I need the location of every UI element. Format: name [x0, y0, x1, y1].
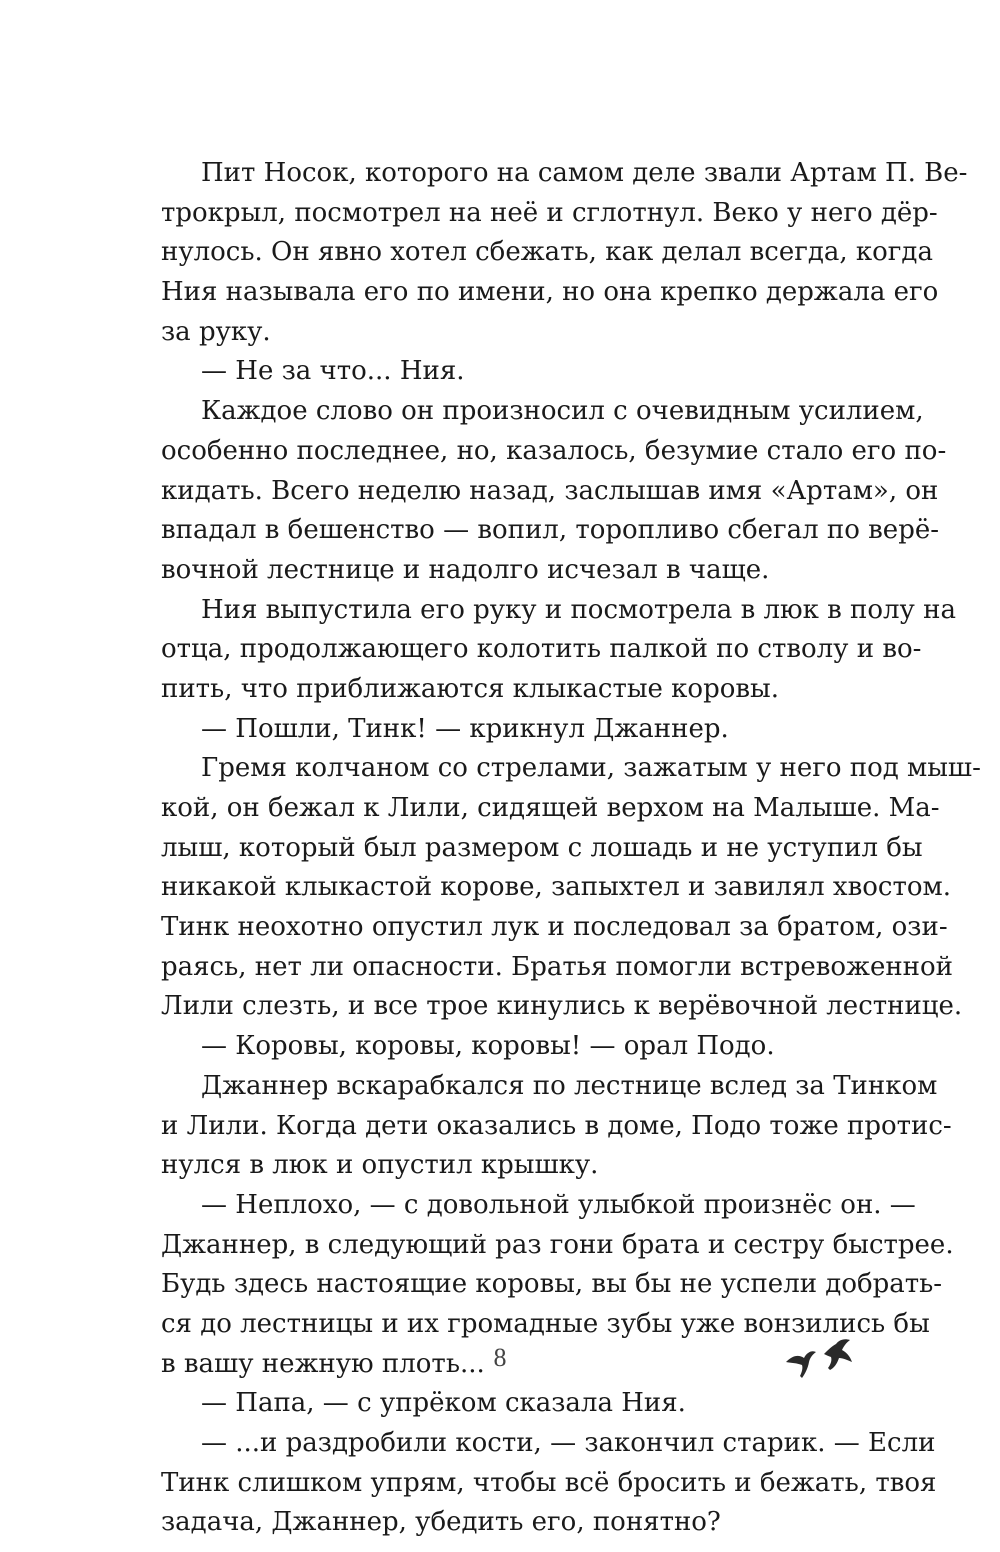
- text-line: — Неплохо, — с довольной улыбкой произнёс он. —: [201, 1189, 916, 1220]
- text-line: — Папа, — с упрёком сказала Ния.: [201, 1388, 686, 1419]
- text-line: Тинк неохотно опустил лук и последовал за братом, ози-: [161, 912, 948, 943]
- text-line: кидать. Всего неделю назад, заслышав имя «Артам», он: [161, 475, 939, 506]
- text-line: нулся в люк и опустил крышку.: [161, 1150, 599, 1181]
- text-line: — Коровы, коровы, коровы! — орал Подо.: [201, 1031, 775, 1062]
- text-line: в вашу нежную плоть...: [161, 1348, 485, 1379]
- text-line: впадал в бешенство — вопил, торопливо сбегал по верё-: [161, 515, 940, 546]
- text-line: Лили слезть, и все трое кинулись к верёвочной лестнице.: [161, 991, 963, 1022]
- text-line: ся до лестницы и их громадные зубы уже вонзились бы: [161, 1308, 930, 1339]
- bird-left-icon: [786, 1351, 816, 1378]
- text-line: вочной лестнице и надолго исчезал в чаще.: [161, 554, 770, 585]
- page-number: 8: [493, 1343, 507, 1372]
- text-line: особенно последнее, но, казалось, безумие стало его по-: [161, 435, 947, 466]
- text-line: — Пошли, Тинк! — крикнул Джаннер.: [201, 713, 729, 744]
- text-line: нулось. Он явно хотел сбежать, как делал всегда, когда: [161, 237, 933, 268]
- text-line: Гремя колчаном со стрелами, зажатым у него под мыш-: [201, 753, 981, 784]
- text-line: Ния выпустила его руку и посмотрела в люк в полу на: [201, 594, 956, 625]
- text-line: никакой клыкастой корове, запыхтел и завилял хвостом.: [161, 872, 951, 903]
- text-line: задача, Джаннер, убедить его, понятно?: [161, 1507, 721, 1538]
- bird-right-icon: [824, 1339, 852, 1370]
- text-line: за руку.: [161, 316, 271, 347]
- text-line: лыш, который был размером с лошадь и не уступил бы: [161, 832, 923, 863]
- text-line: отца, продолжающего колотить палкой по стволу и во-: [161, 634, 922, 665]
- text-line: Пит Носок, которого на самом деле звали Артам П. Ве-: [201, 158, 968, 188]
- text-line: и Лили. Когда дети оказались в доме, Подо тоже протис-: [161, 1110, 952, 1141]
- text-line: Ния называла его по имени, но она крепко держала его: [161, 277, 939, 308]
- flying-birds-icon: [784, 1338, 854, 1398]
- body-text: [161, 154, 981, 1543]
- text-line: кой, он бежал к Лили, сидящей верхом на Малыше. Ма-: [161, 793, 940, 823]
- text-line: — Не за что... Ния.: [201, 356, 465, 387]
- text-line: Джаннер, в следующий раз гони брата и сестру быстрее.: [161, 1229, 954, 1260]
- text-line: Тинк слишком упрям, чтобы всё бросить и бежать, твоя: [161, 1467, 937, 1498]
- text-line: Джаннер вскарабкался по лестнице вслед за Тинком: [201, 1070, 938, 1101]
- text-line: раясь, нет ли опасности. Братья помогли встревоженной: [161, 951, 953, 982]
- text-line: Каждое слово он произносил с очевидным усилием,: [201, 396, 924, 427]
- text-line: трокрыл, посмотрел на неё и сглотнул. Веко у него дёр-: [161, 197, 938, 228]
- text-line: Будь здесь настоящие коровы, вы бы не успели добрать-: [161, 1269, 943, 1300]
- text-line: — ...и раздробили кости, — закончил старик. — Если: [201, 1428, 936, 1458]
- text-line: пить, что приближаются клыкастые коровы.: [161, 673, 779, 704]
